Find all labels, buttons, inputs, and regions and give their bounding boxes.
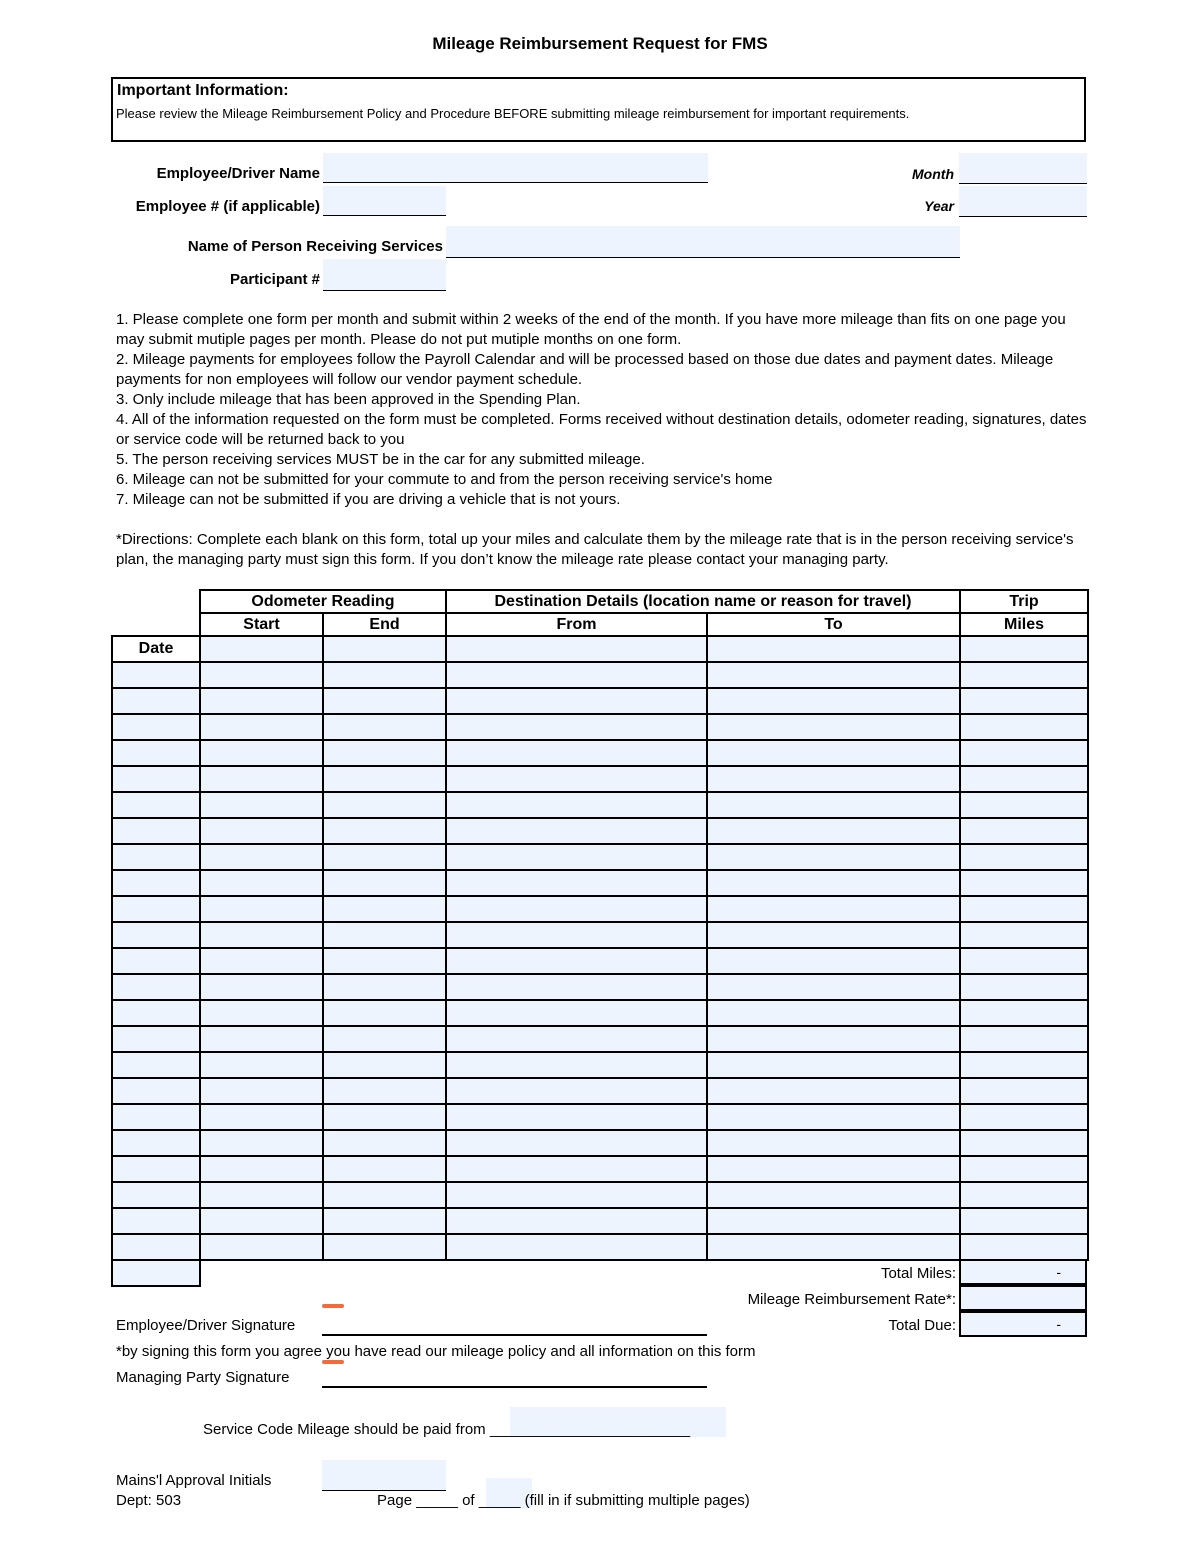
page-count-text: Page _____ of _____ (fill in if submitting multiple pages) bbox=[377, 1492, 750, 1509]
date-cell[interactable] bbox=[112, 766, 200, 792]
signature-flag-icon bbox=[322, 1360, 344, 1364]
end-cell[interactable] bbox=[323, 1026, 446, 1052]
trip-header: Trip bbox=[960, 590, 1088, 613]
from-cell[interactable] bbox=[446, 1000, 707, 1026]
dept-label: Dept: 503 bbox=[116, 1492, 182, 1509]
participant-label: Participant # bbox=[229, 271, 320, 288]
employee-name-field[interactable] bbox=[323, 153, 708, 183]
to-cell[interactable] bbox=[707, 740, 960, 766]
signature-flag-icon bbox=[322, 1304, 344, 1308]
end-cell[interactable] bbox=[323, 1130, 446, 1156]
miles-cell[interactable] bbox=[960, 948, 1088, 974]
to-cell[interactable] bbox=[707, 1000, 960, 1026]
table-row bbox=[112, 766, 1088, 792]
end-cell[interactable] bbox=[323, 1234, 446, 1260]
from-cell[interactable] bbox=[446, 662, 707, 688]
miles-cell[interactable] bbox=[960, 870, 1088, 896]
miles-cell[interactable] bbox=[960, 1052, 1088, 1078]
from-cell[interactable] bbox=[446, 740, 707, 766]
rate-label: Mileage Reimbursement Rate*: bbox=[747, 1291, 956, 1308]
from-cell[interactable] bbox=[446, 922, 707, 948]
to-cell[interactable] bbox=[707, 1026, 960, 1052]
from-cell[interactable] bbox=[446, 1156, 707, 1182]
end-cell[interactable] bbox=[323, 740, 446, 766]
date-cell[interactable] bbox=[112, 896, 200, 922]
from-cell[interactable] bbox=[446, 1052, 707, 1078]
to-cell[interactable] bbox=[707, 1156, 960, 1182]
end-cell[interactable] bbox=[323, 636, 446, 662]
total-miles-value: - bbox=[959, 1259, 1087, 1285]
from-cell[interactable] bbox=[446, 1104, 707, 1130]
date-cell[interactable] bbox=[112, 818, 200, 844]
miles-cell[interactable] bbox=[960, 844, 1088, 870]
date-cell[interactable] bbox=[112, 1156, 200, 1182]
to-cell[interactable] bbox=[707, 714, 960, 740]
date-cell[interactable] bbox=[112, 1182, 200, 1208]
start-cell[interactable] bbox=[200, 948, 323, 974]
service-code-label: Service Code Mileage should be paid from ________________________ bbox=[203, 1421, 691, 1438]
miles-cell[interactable] bbox=[960, 922, 1088, 948]
miles-cell[interactable] bbox=[960, 766, 1088, 792]
to-cell[interactable] bbox=[707, 896, 960, 922]
end-cell[interactable] bbox=[323, 662, 446, 688]
to-header: To bbox=[707, 613, 960, 636]
table-row bbox=[112, 974, 1088, 1000]
to-cell[interactable] bbox=[707, 922, 960, 948]
end-cell[interactable] bbox=[323, 1156, 446, 1182]
to-cell[interactable] bbox=[707, 1078, 960, 1104]
destination-header: Destination Details (location name or reason for travel) bbox=[446, 590, 960, 613]
date-cell[interactable] bbox=[112, 974, 200, 1000]
start-cell[interactable] bbox=[200, 844, 323, 870]
table-row bbox=[112, 1052, 1088, 1078]
approval-initials-field[interactable] bbox=[322, 1460, 446, 1491]
date-cell[interactable] bbox=[112, 792, 200, 818]
important-info-heading: Important Information: bbox=[117, 82, 289, 99]
miles-cell[interactable] bbox=[960, 818, 1088, 844]
table-row bbox=[112, 1156, 1088, 1182]
end-cell[interactable] bbox=[323, 1182, 446, 1208]
to-cell[interactable] bbox=[707, 1104, 960, 1130]
date-header: Date bbox=[112, 636, 200, 662]
end-cell[interactable] bbox=[323, 870, 446, 896]
end-cell[interactable] bbox=[323, 1052, 446, 1078]
start-cell[interactable] bbox=[200, 818, 323, 844]
date-cell[interactable] bbox=[112, 844, 200, 870]
table-row bbox=[112, 1000, 1088, 1026]
from-cell[interactable] bbox=[446, 1130, 707, 1156]
important-info-box bbox=[111, 77, 1086, 142]
start-cell[interactable] bbox=[200, 766, 323, 792]
from-cell[interactable] bbox=[446, 896, 707, 922]
end-cell[interactable] bbox=[323, 1000, 446, 1026]
date-cell[interactable] bbox=[112, 1234, 200, 1260]
miles-cell[interactable] bbox=[960, 974, 1088, 1000]
date-cell[interactable] bbox=[112, 1078, 200, 1104]
table-row bbox=[112, 870, 1088, 896]
to-cell[interactable] bbox=[707, 948, 960, 974]
from-cell[interactable] bbox=[446, 974, 707, 1000]
from-header: From bbox=[446, 613, 707, 636]
page-title: Mileage Reimbursement Request for FMS bbox=[432, 34, 768, 53]
managing-signature-label: Managing Party Signature bbox=[116, 1369, 290, 1386]
from-cell[interactable] bbox=[446, 714, 707, 740]
instruction-item: 5. The person receiving services MUST be in the car for any submitted mileage. bbox=[116, 451, 645, 468]
start-header: Start bbox=[200, 613, 323, 636]
from-cell[interactable] bbox=[446, 766, 707, 792]
start-cell[interactable] bbox=[200, 974, 323, 1000]
employee-signature-label: Employee/Driver Signature bbox=[116, 1317, 296, 1334]
table-row bbox=[112, 818, 1088, 844]
start-cell[interactable] bbox=[200, 1208, 323, 1234]
table-row bbox=[112, 1208, 1088, 1234]
to-cell[interactable] bbox=[707, 1208, 960, 1234]
date-cell[interactable] bbox=[112, 870, 200, 896]
miles-cell[interactable] bbox=[960, 1026, 1088, 1052]
table-row bbox=[112, 740, 1088, 766]
miles-cell[interactable] bbox=[960, 662, 1088, 688]
table-row bbox=[112, 844, 1088, 870]
start-cell[interactable] bbox=[200, 714, 323, 740]
start-cell[interactable] bbox=[200, 636, 323, 662]
start-cell[interactable] bbox=[200, 1130, 323, 1156]
table-row bbox=[112, 1104, 1088, 1130]
table-row bbox=[112, 1078, 1088, 1104]
date-cell[interactable] bbox=[112, 1130, 200, 1156]
to-cell[interactable] bbox=[707, 662, 960, 688]
employee-signature-line[interactable] bbox=[322, 1334, 707, 1336]
end-cell[interactable] bbox=[323, 688, 446, 714]
miles-cell[interactable] bbox=[960, 1078, 1088, 1104]
from-cell[interactable] bbox=[446, 870, 707, 896]
instruction-item: 3. Only include mileage that has been approved in the Spending Plan. bbox=[116, 391, 581, 408]
total-miles-label: Total Miles: bbox=[880, 1265, 956, 1282]
date-cell[interactable] bbox=[112, 714, 200, 740]
important-info-text: Please review the Mileage Reimbursement Policy and Procedure BEFORE submitting mileage reimbursement for important requirements. bbox=[116, 106, 910, 121]
table-row bbox=[112, 922, 1088, 948]
miles-cell[interactable] bbox=[960, 896, 1088, 922]
miles-cell[interactable] bbox=[960, 792, 1088, 818]
employee-name-label: Employee/Driver Name bbox=[156, 165, 320, 182]
from-cell[interactable] bbox=[446, 948, 707, 974]
instruction-item: 2. Mileage payments for employees follow the Payroll Calendar and will be processed based on those due dates and payment dates. Mileage payments for non employees will follow our vendor payment schedule. bbox=[116, 351, 1054, 388]
agreement-text: *by signing this form you agree you have read our mileage policy and all information on this form bbox=[116, 1343, 756, 1360]
table-corner bbox=[112, 590, 200, 613]
table-row bbox=[112, 1234, 1088, 1260]
instruction-item: 6. Mileage can not be submitted for your commute to and from the person receiving service's home bbox=[116, 471, 773, 488]
instructions-list bbox=[116, 310, 1096, 510]
end-cell[interactable] bbox=[323, 766, 446, 792]
managing-signature-line[interactable] bbox=[322, 1386, 707, 1388]
date-cell[interactable] bbox=[112, 1000, 200, 1026]
from-cell[interactable] bbox=[446, 1078, 707, 1104]
instruction-item: 4. All of the information requested on the form must be completed. Forms received without destination details, odometer reading, signatures, dates or service code will be returned back to you bbox=[116, 411, 1087, 448]
miles-cell[interactable] bbox=[960, 1156, 1088, 1182]
to-cell[interactable] bbox=[707, 1052, 960, 1078]
to-cell[interactable] bbox=[707, 844, 960, 870]
date-cell[interactable] bbox=[112, 740, 200, 766]
date-cell[interactable] bbox=[112, 922, 200, 948]
end-cell[interactable] bbox=[323, 792, 446, 818]
from-cell[interactable] bbox=[446, 688, 707, 714]
start-cell[interactable] bbox=[200, 688, 323, 714]
to-cell[interactable] bbox=[707, 974, 960, 1000]
table-row bbox=[112, 896, 1088, 922]
start-cell[interactable] bbox=[200, 740, 323, 766]
from-cell[interactable] bbox=[446, 792, 707, 818]
start-cell[interactable] bbox=[200, 792, 323, 818]
total-due-value: - bbox=[959, 1311, 1087, 1337]
table-row bbox=[112, 688, 1088, 714]
end-cell[interactable] bbox=[323, 844, 446, 870]
miles-cell[interactable] bbox=[960, 1104, 1088, 1130]
date-cell[interactable] bbox=[112, 1260, 200, 1286]
start-cell[interactable] bbox=[200, 1234, 323, 1260]
start-cell[interactable] bbox=[200, 1026, 323, 1052]
end-cell[interactable] bbox=[323, 922, 446, 948]
date-cell[interactable] bbox=[112, 1026, 200, 1052]
to-cell[interactable] bbox=[707, 688, 960, 714]
table-row bbox=[112, 1182, 1088, 1208]
miles-cell[interactable] bbox=[960, 1182, 1088, 1208]
end-cell[interactable] bbox=[323, 948, 446, 974]
from-cell[interactable] bbox=[446, 1026, 707, 1052]
start-cell[interactable] bbox=[200, 662, 323, 688]
table-row bbox=[112, 1130, 1088, 1156]
instruction-item: 1. Please complete one form per month and submit within 2 weeks of the end of the month. If you have more mileage than fits on one page you may submit mutiple pages per month. Please do not put mutiple months on one form. bbox=[116, 311, 1066, 348]
odometer-header: Odometer Reading bbox=[200, 590, 446, 613]
end-cell[interactable] bbox=[323, 818, 446, 844]
person-receiving-field[interactable] bbox=[446, 226, 960, 258]
to-cell[interactable] bbox=[707, 818, 960, 844]
from-cell[interactable] bbox=[446, 1182, 707, 1208]
miles-cell[interactable] bbox=[960, 1000, 1088, 1026]
miles-cell[interactable] bbox=[960, 1208, 1088, 1234]
miles-cell[interactable] bbox=[960, 714, 1088, 740]
directions-text: *Directions: Complete each blank on this form, total up your miles and calculate them by the mileage rate that is in the person receiving service's plan, the managing party must sign this form. If you don’t know the mileage rate please contact your managing party. bbox=[116, 531, 1074, 568]
table-row bbox=[112, 662, 1088, 688]
from-cell[interactable] bbox=[446, 1208, 707, 1234]
from-cell[interactable] bbox=[446, 1234, 707, 1260]
start-cell[interactable] bbox=[200, 1052, 323, 1078]
approval-initials-label: Mains'l Approval Initials bbox=[116, 1472, 272, 1489]
table-row bbox=[112, 792, 1088, 818]
mileage-table bbox=[111, 589, 1089, 1287]
start-cell[interactable] bbox=[200, 870, 323, 896]
miles-cell[interactable] bbox=[960, 1234, 1088, 1260]
year-field[interactable] bbox=[959, 186, 1087, 217]
from-cell[interactable] bbox=[446, 844, 707, 870]
person-receiving-label: Name of Person Receiving Services bbox=[187, 238, 443, 255]
rate-input[interactable] bbox=[959, 1285, 1087, 1311]
month-field[interactable] bbox=[959, 153, 1087, 184]
table-row bbox=[112, 714, 1088, 740]
end-cell[interactable] bbox=[323, 1078, 446, 1104]
date-cell[interactable] bbox=[112, 948, 200, 974]
to-cell[interactable] bbox=[707, 870, 960, 896]
table-row bbox=[112, 1026, 1088, 1052]
end-cell[interactable] bbox=[323, 974, 446, 1000]
end-cell[interactable] bbox=[323, 714, 446, 740]
start-cell[interactable] bbox=[200, 1104, 323, 1130]
miles-cell[interactable] bbox=[960, 740, 1088, 766]
end-cell[interactable] bbox=[323, 1208, 446, 1234]
date-cell[interactable] bbox=[112, 662, 200, 688]
from-cell[interactable] bbox=[446, 818, 707, 844]
miles-header: Miles bbox=[960, 613, 1088, 636]
start-cell[interactable] bbox=[200, 896, 323, 922]
start-cell[interactable] bbox=[200, 1182, 323, 1208]
to-cell[interactable] bbox=[707, 636, 960, 662]
instruction-item: 7. Mileage can not be submitted if you are driving a vehicle that is not yours. bbox=[116, 491, 621, 508]
table-corner bbox=[112, 613, 200, 636]
end-header: End bbox=[323, 613, 446, 636]
employee-number-label: Employee # (if applicable) bbox=[135, 198, 320, 215]
end-cell[interactable] bbox=[323, 1104, 446, 1130]
date-cell[interactable] bbox=[112, 1052, 200, 1078]
month-label: Month bbox=[912, 166, 954, 182]
start-cell[interactable] bbox=[200, 922, 323, 948]
start-cell[interactable] bbox=[200, 1000, 323, 1026]
employee-number-field[interactable] bbox=[323, 186, 446, 216]
from-cell[interactable] bbox=[446, 636, 707, 662]
to-cell[interactable] bbox=[707, 1234, 960, 1260]
date-cell[interactable] bbox=[112, 1104, 200, 1130]
participant-field[interactable] bbox=[323, 259, 446, 291]
to-cell[interactable] bbox=[707, 766, 960, 792]
end-cell[interactable] bbox=[323, 896, 446, 922]
year-label: Year bbox=[924, 198, 954, 214]
date-cell[interactable] bbox=[112, 688, 200, 714]
total-due-label: Total Due: bbox=[888, 1317, 956, 1334]
miles-cell[interactable] bbox=[960, 636, 1088, 662]
to-cell[interactable] bbox=[707, 1182, 960, 1208]
table-row bbox=[112, 948, 1088, 974]
start-cell[interactable] bbox=[200, 1078, 323, 1104]
to-cell[interactable] bbox=[707, 1130, 960, 1156]
date-cell[interactable] bbox=[112, 1208, 200, 1234]
miles-cell[interactable] bbox=[960, 688, 1088, 714]
miles-cell[interactable] bbox=[960, 1130, 1088, 1156]
start-cell[interactable] bbox=[200, 1156, 323, 1182]
to-cell[interactable] bbox=[707, 792, 960, 818]
